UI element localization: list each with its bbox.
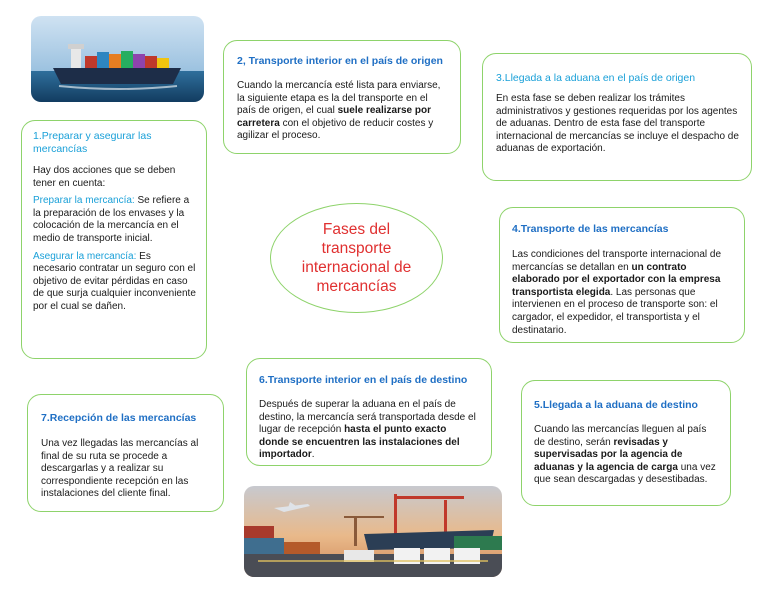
prepare-keyword: Preparar la mercancía: bbox=[33, 195, 135, 207]
phase-6-text-a: Después de superar la aduana en el país de destino, la mercancía será transportada desde el lugar de recepción bbox=[259, 399, 476, 436]
phase-2-text-bold: suele realizarse por carretera bbox=[237, 105, 432, 129]
phase-4-text-b: . Las personas que intervienen en el proceso de transporte son: el cargador, el expedidor, el transportista y el destinatario. bbox=[512, 286, 718, 336]
insure-keyword: Asegurar la mercancía: bbox=[33, 250, 137, 262]
phase-2-text-a: Cuando la mercancía esté lista para enviarse, la siguiente etapa es la del transporte en el país de origen, el cual bbox=[237, 80, 441, 117]
phase-4-text-bold: un contrato elaborado por el exportador con la empresa transportista elegida bbox=[512, 261, 721, 298]
center-title-ellipse bbox=[270, 203, 443, 313]
phase-5-box bbox=[521, 380, 731, 506]
phase-6-text-bold: hasta el punto exacto donde se encuentren las instalaciones del importador bbox=[259, 424, 460, 461]
phase-6-text-b: . bbox=[311, 449, 315, 461]
logistics-photo bbox=[244, 486, 502, 577]
prepare-text: Se refiere a la preparación de los envases y la colocación de la mercancía en el medio de transporte inicial. bbox=[33, 195, 190, 244]
phase-5-text-bold: revisadas y supervisadas por la agencia de aduanas y la agencia de carga bbox=[534, 436, 683, 473]
phase-7-text: Una vez llegadas las mercancías al final de su ruta se procede a descargarlas y a realizar su correspondiente recepción en las instalaciones del cliente final. bbox=[41, 438, 199, 500]
phase-3-text: En esta fase se deben realizar los trámites administrativos y gestiones requeridas por los agentes de aduanas. Dentro de esta fase del transporte internacional de mercancías se incluye el despacho de aduanas de exportación. bbox=[496, 93, 739, 155]
phase-1-item-insure bbox=[33, 251, 196, 314]
phase-2-text bbox=[237, 80, 448, 143]
phase-7-title: 7.Recepción de las mercancías bbox=[41, 412, 197, 424]
phase-1-item-prepare bbox=[33, 195, 196, 245]
phase-6-box bbox=[246, 358, 492, 466]
phase-4-box bbox=[499, 207, 745, 343]
phase-1-title: 1.Preparar y asegurar las mercancías bbox=[33, 130, 152, 155]
phase-7-box bbox=[27, 394, 224, 512]
ship-photo bbox=[31, 16, 204, 102]
insure-text: Es necesario contratar un seguro con el objetivo de evitar pérdidas en caso de que surja cualquier inconveniente por el cual se dañen. bbox=[33, 250, 196, 312]
center-title: Fases del transporte internacional de mercancías bbox=[301, 221, 412, 295]
phase-5-text-b: una vez que sean descargadas y desestibadas. bbox=[534, 461, 716, 486]
phase-5-title: 5.Llegada a la aduana de destino bbox=[534, 399, 698, 411]
phase-1-intro: Hay dos acciones que se deben tener en cuenta: bbox=[33, 165, 176, 189]
phase-4-text-a: Las condiciones del transporte internacional de mercancías se detallan en bbox=[512, 249, 722, 273]
phase-3-title: 3.Llegada a la aduana en el país de origen bbox=[496, 72, 696, 84]
phase-2-text-b: con el objetivo de reducir costes y agilizar el proceso. bbox=[237, 117, 434, 142]
phase-6-title: 6.Transporte interior en el país de destino bbox=[259, 374, 468, 386]
phase-2-title: 2, Transporte interior en el país de origen bbox=[237, 55, 443, 67]
phase-5-text bbox=[534, 424, 718, 487]
phase-6-text bbox=[259, 399, 479, 462]
phase-5-text-a: Cuando las mercancías lleguen al país de destino, serán bbox=[534, 424, 707, 448]
phase-2-box bbox=[223, 40, 461, 154]
phase-3-box bbox=[482, 53, 752, 181]
phase-4-text bbox=[512, 249, 732, 337]
phase-4-title: 4.Transporte de las mercancías bbox=[512, 223, 669, 235]
phase-1-box bbox=[21, 120, 207, 359]
